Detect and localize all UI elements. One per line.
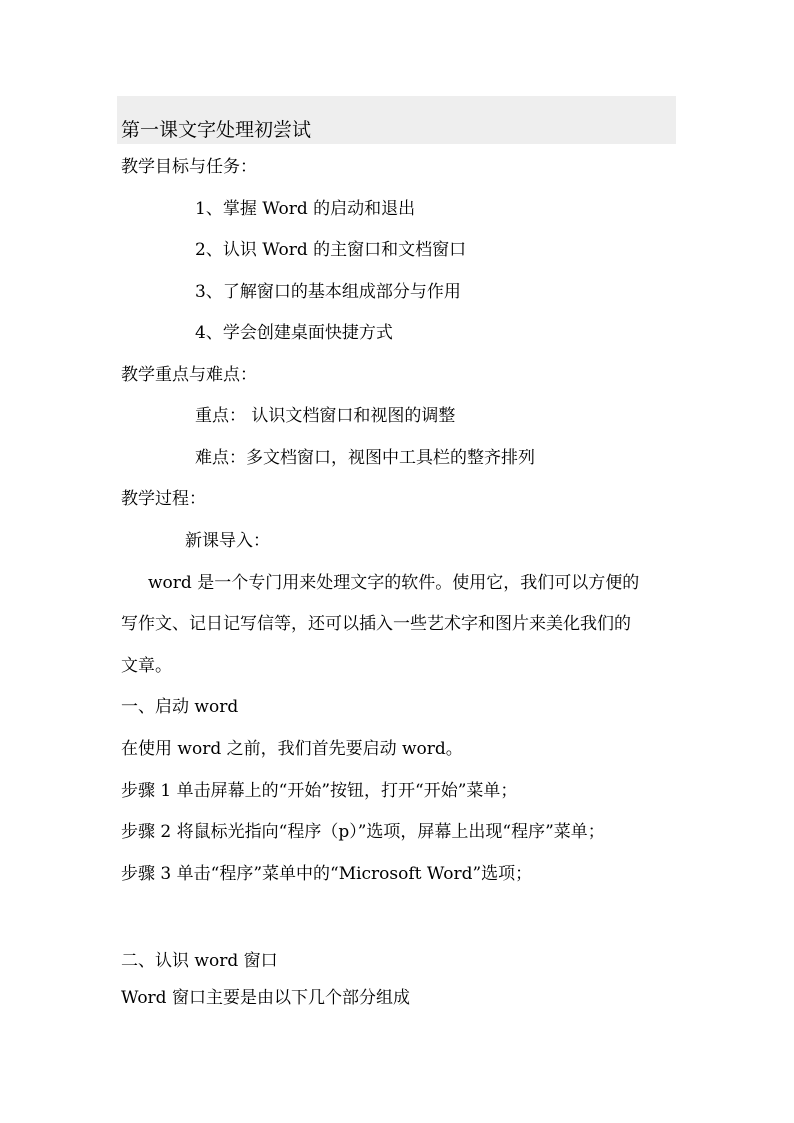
section2-heading: 二、认识 word 窗口 (121, 951, 278, 971)
step-item: 步骤 1 单击屏幕上的“开始”按钮，打开“开始”菜单； (121, 781, 518, 801)
difficulty-text: 难点：多文档窗口，视图中工具栏的整齐排列 (195, 448, 535, 468)
intro-paragraph-line: 写作文、记日记写信等，还可以插入一些艺术字和图片来美化我们的 (121, 614, 631, 634)
objective-item: 2、认识 Word 的主窗口和文档窗口 (195, 240, 467, 260)
objective-item: 3、了解窗口的基本组成部分与作用 (195, 282, 461, 302)
step-item: 步骤 2 将鼠标光指向“程序（p）”选项，屏幕上出现“程序”菜单； (121, 822, 605, 842)
document-title: 第一课文字处理初尝试 (121, 119, 312, 141)
step-item: 步骤 3 单击“程序”菜单中的“Microsoft Word”选项； (121, 864, 533, 884)
keypoint-text: 重点： 认识文档窗口和视图的调整 (195, 406, 456, 426)
objective-item: 1、掌握 Word 的启动和退出 (195, 199, 416, 219)
intro-paragraph-line: 文章。 (121, 656, 172, 676)
objectives-heading: 教学目标与任务： (121, 157, 257, 177)
intro-heading: 新课导入： (185, 531, 270, 551)
section1-heading: 一、启动 word (121, 697, 239, 717)
section2-intro: Word 窗口主要是由以下几个部分组成 (121, 988, 410, 1008)
process-heading: 教学过程： (121, 489, 206, 509)
intro-paragraph-line: word 是一个专门用来处理文字的软件。使用它，我们可以方便的 (148, 573, 640, 593)
objective-item: 4、学会创建桌面快捷方式 (195, 323, 393, 343)
keypoints-heading: 教学重点与难点： (121, 365, 257, 385)
section1-intro: 在使用 word 之前，我们首先要启动 word。 (121, 739, 463, 759)
